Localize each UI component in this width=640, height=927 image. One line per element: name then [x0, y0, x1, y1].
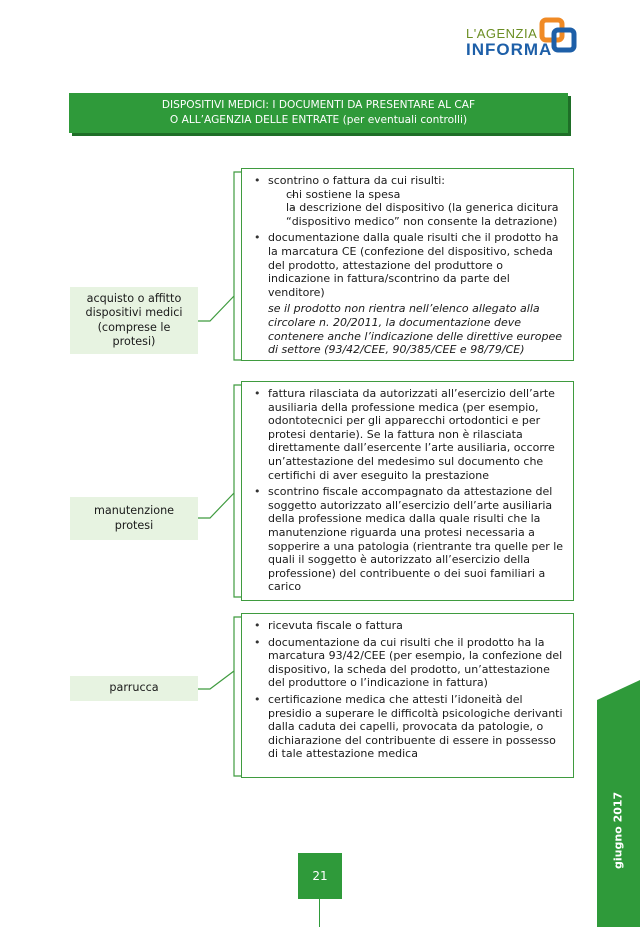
- page-number-line: [319, 899, 320, 927]
- label-parrucca: [70, 676, 198, 701]
- logo-text-top: L'AGENZIA: [466, 26, 538, 41]
- bullet-text: ricevuta fiscale o fattura: [268, 619, 403, 632]
- label-acquisto-text: acquisto o affitto dispositivi medici (comprese le protesi): [85, 291, 183, 348]
- label-acquisto: [70, 287, 198, 354]
- bullet-text: scontrino fiscale accompagnato da attestazione del soggetto autorizzato all’esercizio dell’arte ausiliaria della professione medica dalla quale risulti che la manutenzione riguarda una protesi necessaria a sopperire a una patologia (rientrante tra quelle per le quali il soggetto è autorizzato all’esercizio della professione) del contribuente o dei suoi familiari a carico: [268, 485, 564, 594]
- content-acquisto: [241, 168, 574, 361]
- banner-line-2: O ALL’AGENZIA DELLE ENTRATE (per eventuali controlli): [169, 114, 468, 126]
- dash-text: chi sostiene la spesa: [286, 187, 401, 201]
- page-number: [298, 853, 342, 899]
- logo-text-bottom: INFORMA: [466, 40, 553, 59]
- agenzia-informa-logo: [466, 16, 586, 60]
- dash-text: la descrizione del dispositivo (la generica dicitura “dispositivo medico” non consente la detrazione): [286, 201, 559, 228]
- bullet-item: [248, 485, 567, 594]
- bullet-item: [248, 693, 567, 761]
- bullet-item: [248, 174, 567, 228]
- bullet-text: documentazione da cui risulti che il prodotto ha la marcatura 93/42/CEE (per esempio, la confezione del dispositivo, la scheda del prodotto, un’attestazione del produttore o l’indicazione in fattura): [268, 635, 563, 690]
- page-number-text: 21: [312, 869, 328, 883]
- logo-mark-icon: [538, 16, 578, 56]
- bracket-connector-1: [198, 168, 241, 364]
- label-parrucca-text: parrucca: [109, 681, 159, 695]
- bullet-text: scontrino o fattura da cui risulti:: [268, 174, 445, 187]
- label-manutenzione-text: manutenzione protesi: [93, 504, 175, 532]
- bullet-item: [248, 387, 567, 482]
- bracket-connector-3: [198, 613, 241, 781]
- bullet-text: documentazione dalla quale risulti che il prodotto ha la marcatura CE (confezione del dispositivo, scheda del prodotto, attestazione del produttore o indicazione in fattura/scontrino da parte del venditore): [268, 231, 559, 299]
- bullet-text: certificazione medica che attesti l’idoneità del presidio a superare le difficoltà psicologiche derivanti dalla caduta dei capelli, provocata da patologie, o dichiarazione del contribuente di essere in possesso di tale attestazione medica: [268, 692, 563, 761]
- dash-item: [268, 188, 567, 202]
- content-parrucca: [241, 613, 574, 778]
- title-banner: [69, 93, 568, 133]
- bullet-item: [248, 231, 567, 299]
- bracket-connector-2: [198, 381, 241, 601]
- bullet-item: [248, 619, 567, 633]
- dash-item: [268, 201, 567, 228]
- italic-note: se il prodotto non rientra nell’elenco allegato alla circolare n. 20/2011, la documentazione deve contenere anche l’indicazione delle direttive europee di settore (93/42/CEE, 90/385/CEE e 98/79/CE): [268, 302, 562, 357]
- bullet-item: [248, 636, 567, 690]
- bullet-text: fattura rilasciata da autorizzati all’esercizio dell’arte ausiliaria della professione medica (per esempio, odontotecnici per gli apparecchi ortodontici e per protesi dentarie). Se la fattura non è rilasciata direttamente dall’esercente l’arte ausiliaria, occorre un’attestazione del medesimo sul documento che certifichi di aver eseguito la prestazione: [268, 387, 555, 482]
- label-manutenzione: [70, 497, 198, 540]
- content-manutenzione: [241, 381, 574, 601]
- banner-line-1: DISPOSITIVI MEDICI: I DOCUMENTI DA PRESENTARE AL CAF: [161, 99, 476, 111]
- side-date-label: giugno 2017: [611, 791, 625, 869]
